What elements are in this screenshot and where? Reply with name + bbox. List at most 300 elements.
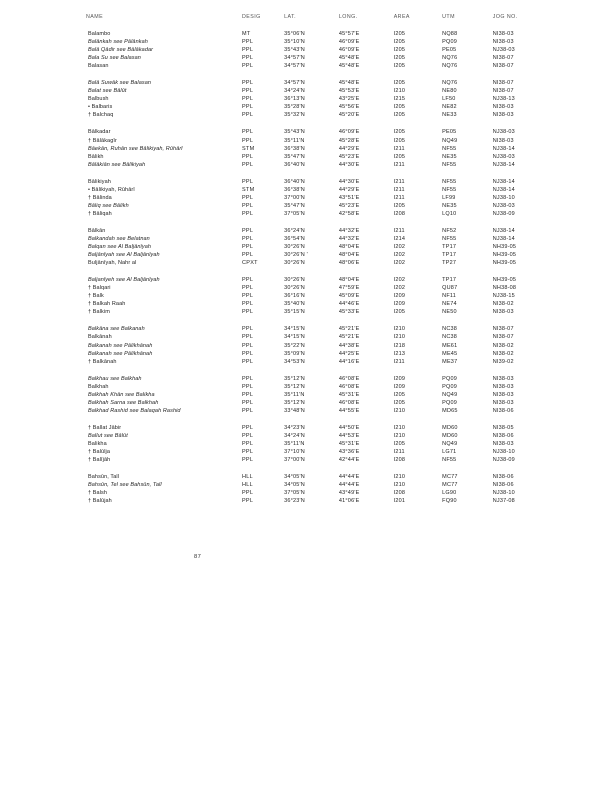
cell-long: 43°51'E bbox=[338, 194, 360, 201]
table-row bbox=[86, 284, 556, 292]
table-row bbox=[86, 54, 556, 62]
cell-area: I210 bbox=[393, 334, 406, 341]
cell-utm: TP17 bbox=[442, 252, 457, 259]
cell-name: † Balchaq bbox=[88, 112, 114, 119]
cell-name: • Bālikiyah, Rūhārī bbox=[88, 186, 135, 193]
table-row bbox=[86, 153, 556, 161]
row-spacer bbox=[86, 464, 556, 473]
table-row bbox=[86, 95, 556, 103]
cell-jog: NI38-07 bbox=[492, 80, 514, 87]
table-row bbox=[86, 342, 556, 350]
column-header-jog: JOG NO. bbox=[492, 14, 518, 20]
cell-area: I211 bbox=[393, 449, 405, 456]
cell-long: 45°53'E bbox=[338, 88, 360, 95]
cell-desig: PPL bbox=[241, 55, 254, 62]
cell-jog: NI38-03 bbox=[492, 399, 514, 406]
cell-name: Balā Suwāk see Balasan bbox=[88, 80, 152, 87]
cell-utm: ME61 bbox=[442, 342, 458, 349]
cell-lat: 35°43'N bbox=[284, 129, 305, 136]
table-row bbox=[86, 399, 556, 407]
cell-utm: NC38 bbox=[442, 326, 458, 333]
cell-jog: NI38-03 bbox=[492, 39, 514, 46]
cell-name: Bālikh bbox=[88, 153, 104, 160]
cell-long: 48°04'E bbox=[338, 244, 360, 251]
cell-area: I201 bbox=[393, 498, 406, 505]
cell-desig: PPL bbox=[241, 490, 254, 497]
cell-name: † Bāliqah bbox=[88, 210, 112, 217]
table-row bbox=[86, 178, 556, 186]
cell-desig: PPL bbox=[241, 210, 254, 217]
cell-name: † Balsh bbox=[88, 490, 108, 497]
cell-lat: 37°00'N bbox=[284, 457, 305, 464]
cell-jog: NH39-05 bbox=[492, 244, 517, 251]
cell-desig: PPL bbox=[241, 244, 254, 251]
cell-jog: NI38-06 bbox=[492, 482, 514, 489]
cell-lat: 33°48'N bbox=[284, 407, 305, 414]
cell-area: I205 bbox=[393, 153, 406, 160]
cell-lat: 35°32'N bbox=[284, 112, 305, 119]
cell-lat: 37°00'N bbox=[284, 194, 305, 201]
cell-lat: 36°16'N bbox=[284, 293, 305, 300]
cell-name: Balānkah see Pālānkah bbox=[88, 39, 148, 46]
cell-jog: NJ38-14 bbox=[492, 235, 515, 242]
cell-utm: NF55 bbox=[442, 145, 457, 152]
table-row bbox=[86, 497, 556, 505]
cell-long: 44°46'E bbox=[338, 301, 360, 308]
cell-desig: PPL bbox=[241, 227, 254, 234]
cell-desig: PPL bbox=[241, 202, 254, 209]
cell-long: 44°30'E bbox=[338, 161, 360, 168]
table-row bbox=[86, 111, 556, 119]
cell-jog: NJ38-14 bbox=[492, 227, 515, 234]
cell-jog: NJ38-09 bbox=[492, 210, 515, 217]
cell-utm: PQ09 bbox=[442, 375, 458, 382]
table-row bbox=[86, 276, 556, 284]
cell-name: Bālikiyah bbox=[88, 178, 111, 185]
cell-jog: NI38-07 bbox=[492, 63, 514, 70]
cell-utm: PQ09 bbox=[442, 39, 458, 46]
cell-utm: NC38 bbox=[442, 334, 458, 341]
cell-utm: MC77 bbox=[442, 474, 458, 481]
cell-area: I205 bbox=[393, 104, 406, 111]
cell-long: 44°44'E bbox=[338, 482, 360, 489]
row-spacer-cell bbox=[86, 218, 556, 227]
cell-name: † Balījāh bbox=[88, 457, 111, 464]
cell-area: I205 bbox=[393, 129, 406, 136]
cell-name: Balat see Bālūt bbox=[88, 88, 127, 95]
cell-jog: NJ38-10 bbox=[492, 449, 515, 456]
table-row bbox=[86, 325, 556, 333]
cell-desig: PPL bbox=[241, 449, 254, 456]
cell-name: Balikha bbox=[88, 440, 107, 447]
cell-jog: NI38-07 bbox=[492, 88, 514, 95]
cell-utm: TP17 bbox=[442, 244, 457, 251]
column-header-name: NAME bbox=[86, 14, 104, 20]
row-spacer bbox=[86, 218, 556, 227]
cell-lat: 36°40'N bbox=[284, 178, 305, 185]
cell-lat: 34°57'N bbox=[284, 80, 305, 87]
cell-area: I211 bbox=[393, 161, 405, 168]
cell-jog: NI38-02 bbox=[492, 350, 514, 357]
cell-jog: NJ38-15 bbox=[492, 293, 515, 300]
cell-long: 46°09'E bbox=[338, 47, 360, 54]
cell-jog: NJ38-13 bbox=[492, 96, 515, 103]
cell-desig: PPL bbox=[241, 391, 254, 398]
cell-jog: NI39-02 bbox=[492, 358, 514, 365]
cell-area: I205 bbox=[393, 309, 406, 316]
table-row bbox=[86, 161, 556, 169]
cell-desig: PPL bbox=[241, 358, 254, 365]
table-row bbox=[86, 424, 556, 432]
cell-jog: NH39-05 bbox=[492, 277, 517, 284]
cell-long: 43°49'E bbox=[338, 490, 360, 497]
cell-long: 44°55'E bbox=[338, 407, 360, 414]
cell-jog: NI38-06 bbox=[492, 474, 514, 481]
cell-utm: MD65 bbox=[442, 407, 458, 414]
cell-jog: NI38-03 bbox=[492, 375, 514, 382]
table-row bbox=[86, 227, 556, 235]
cell-area: I208 bbox=[393, 457, 406, 464]
table-row bbox=[86, 243, 556, 251]
table-row bbox=[86, 432, 556, 440]
cell-name: Balkhad Rashid see Balaqah Rashid bbox=[88, 407, 181, 414]
cell-long: 45°21'E bbox=[338, 334, 360, 341]
table-row bbox=[86, 235, 556, 243]
table-body bbox=[86, 30, 556, 505]
cell-desig: PPL bbox=[241, 383, 254, 390]
cell-utm: PQ09 bbox=[442, 383, 458, 390]
table-row bbox=[86, 383, 556, 391]
cell-utm: NE33 bbox=[442, 112, 457, 119]
cell-desig: PPL bbox=[241, 161, 254, 168]
cell-lat: 36°24'N bbox=[284, 227, 305, 234]
cell-lat: 36°40'N bbox=[284, 161, 305, 168]
cell-desig: PPL bbox=[241, 252, 254, 259]
column-header-long: LONG. bbox=[338, 14, 358, 20]
row-spacer bbox=[86, 119, 556, 128]
cell-desig: PPL bbox=[241, 498, 254, 505]
cell-utm: MD60 bbox=[442, 432, 458, 439]
cell-lat: 35°11'N bbox=[284, 391, 305, 398]
cell-lat: 35°06'N bbox=[284, 31, 305, 37]
cell-desig: PPL bbox=[241, 432, 254, 439]
table-row bbox=[86, 103, 556, 111]
row-spacer bbox=[86, 169, 556, 178]
table-row bbox=[86, 210, 556, 218]
cell-lat: 35°11'N bbox=[284, 137, 305, 144]
table-row bbox=[86, 473, 556, 481]
cell-jog: NJ38-10 bbox=[492, 490, 515, 497]
table-row bbox=[86, 251, 556, 259]
cell-desig: PPL bbox=[241, 96, 254, 103]
cell-area: I211 bbox=[393, 194, 405, 201]
cell-utm: TP27 bbox=[442, 260, 457, 267]
cell-utm: QU87 bbox=[442, 285, 458, 292]
cell-jog: NI38-07 bbox=[492, 334, 514, 341]
cell-desig: MT bbox=[241, 31, 251, 37]
row-spacer-cell bbox=[86, 464, 556, 473]
cell-desig: PPL bbox=[241, 39, 254, 46]
cell-desig: PPL bbox=[241, 112, 254, 119]
cell-area: I211 bbox=[393, 358, 405, 365]
column-header-desig: DESIG bbox=[241, 14, 261, 20]
cell-lat: 37°10'N bbox=[284, 449, 305, 456]
cell-utm: NE80 bbox=[442, 88, 457, 95]
cell-lat: 36°23'N bbox=[284, 498, 305, 505]
cell-area: I205 bbox=[393, 440, 406, 447]
cell-long: 44°29'E bbox=[338, 145, 360, 152]
header-row bbox=[86, 14, 556, 30]
cell-utm: ME45 bbox=[442, 350, 458, 357]
cell-utm: TP17 bbox=[442, 277, 457, 284]
cell-name: Balambo bbox=[88, 31, 111, 37]
table-row bbox=[86, 481, 556, 489]
cell-name: Balkhah bbox=[88, 383, 109, 390]
cell-lat: 35°43'N bbox=[284, 47, 305, 54]
gazetteer-table-container bbox=[86, 14, 556, 505]
row-spacer-cell bbox=[86, 119, 556, 128]
cell-area: I202 bbox=[393, 285, 406, 292]
cell-jog: NJ38-09 bbox=[492, 457, 515, 464]
cell-utm: LF99 bbox=[442, 194, 456, 201]
cell-lat: 34°57'N bbox=[284, 55, 305, 62]
cell-area: I205 bbox=[393, 391, 406, 398]
cell-utm: NE35 bbox=[442, 153, 457, 160]
cell-jog: NJ38-03 bbox=[492, 47, 515, 54]
cell-lat: 34°05'N bbox=[284, 474, 305, 481]
cell-name: Balkhah Sarna see Balkhah bbox=[88, 399, 159, 406]
cell-area: I210 bbox=[393, 474, 406, 481]
cell-jog: NI38-05 bbox=[492, 424, 514, 431]
cell-lat: 34°24'N bbox=[284, 432, 305, 439]
cell-name: Balkānah bbox=[88, 334, 112, 341]
cell-desig: PPL bbox=[241, 407, 254, 414]
table-row bbox=[86, 333, 556, 341]
cell-area: I209 bbox=[393, 375, 406, 382]
cell-long: 46°08'E bbox=[338, 383, 360, 390]
cell-name: † Balkah Raah bbox=[88, 301, 126, 308]
cell-desig: PPL bbox=[241, 293, 254, 300]
table-row bbox=[86, 30, 556, 38]
table-row bbox=[86, 308, 556, 316]
cell-long: 41°06'E bbox=[338, 498, 360, 505]
cell-lat: 35°15'N bbox=[284, 309, 305, 316]
cell-jog: NI38-02 bbox=[492, 342, 514, 349]
cell-utm: NQ49 bbox=[442, 391, 458, 398]
cell-area: I211 bbox=[393, 227, 405, 234]
cell-lat: 30°26'N ' bbox=[284, 252, 308, 259]
cell-lat: 36°38'N bbox=[284, 186, 305, 193]
cell-jog: NJ37-08 bbox=[492, 498, 515, 505]
cell-desig: PPL bbox=[241, 194, 254, 201]
table-header bbox=[86, 14, 556, 30]
cell-long: 44°50'E bbox=[338, 424, 360, 431]
cell-utm: PE05 bbox=[442, 47, 457, 54]
cell-utm: NF55 bbox=[442, 235, 457, 242]
table-row bbox=[86, 186, 556, 194]
cell-jog: NI38-03 bbox=[492, 104, 514, 111]
cell-lat: 35°47'N bbox=[284, 153, 305, 160]
cell-area: I209 bbox=[393, 301, 406, 308]
row-spacer bbox=[86, 316, 556, 325]
cell-long: 45°21'E bbox=[338, 326, 360, 333]
cell-lat: 35°12'N bbox=[284, 399, 305, 406]
cell-long: 46°09'E bbox=[338, 39, 360, 46]
cell-utm: LF50 bbox=[442, 96, 456, 103]
cell-name: Balkanah see Pālikhānah bbox=[88, 350, 153, 357]
cell-lat: 30°26'N bbox=[284, 285, 305, 292]
cell-desig: PPL bbox=[241, 342, 254, 349]
cell-desig: STM bbox=[241, 145, 255, 152]
cell-desig: PPL bbox=[241, 88, 254, 95]
cell-desig: PPL bbox=[241, 137, 254, 144]
cell-area: I202 bbox=[393, 244, 406, 251]
cell-name: † Bālinda bbox=[88, 194, 112, 201]
cell-jog: NH39-05 bbox=[492, 260, 517, 267]
column-header-utm: UTM bbox=[442, 14, 455, 20]
cell-lat: 34°15'N bbox=[284, 334, 305, 341]
cell-lat: 34°15'N bbox=[284, 326, 305, 333]
cell-utm: LG71 bbox=[442, 449, 457, 456]
cell-jog: NJ38-14 bbox=[492, 145, 515, 152]
cell-jog: NI38-03 bbox=[492, 391, 514, 398]
cell-name: † Balkānah bbox=[88, 358, 117, 365]
cell-name: Bālākiān see Bālikiyah bbox=[88, 161, 146, 168]
cell-long: 46°08'E bbox=[338, 399, 360, 406]
cell-desig: PPL bbox=[241, 129, 254, 136]
cell-desig: PPL bbox=[241, 440, 254, 447]
cell-jog: NJ38-03 bbox=[492, 202, 515, 209]
cell-long: 44°25'E bbox=[338, 350, 360, 357]
cell-desig: PPL bbox=[241, 309, 254, 316]
cell-lat: 30°26'N bbox=[284, 277, 305, 284]
cell-long: 45°57'E bbox=[338, 31, 360, 37]
cell-long: 45°28'E bbox=[338, 137, 360, 144]
gazetteer-table bbox=[86, 14, 556, 505]
cell-area: I218 bbox=[393, 342, 406, 349]
cell-desig: CPXT bbox=[241, 260, 258, 267]
cell-jog: NI38-03 bbox=[492, 112, 514, 119]
cell-lat: 34°23'N bbox=[284, 424, 305, 431]
cell-name: Balkāna see Balkanah bbox=[88, 326, 145, 333]
cell-lat: 36°38'N bbox=[284, 145, 305, 152]
table-row bbox=[86, 448, 556, 456]
cell-name: Baljanīyeh see Al Baljānīyah bbox=[88, 277, 160, 284]
cell-area: I211 bbox=[393, 178, 405, 185]
cell-name: Balkandah see Belatnan bbox=[88, 235, 150, 242]
cell-desig: PPL bbox=[241, 178, 254, 185]
column-header-lat: LAT. bbox=[284, 14, 297, 20]
cell-lat: 36°54'N bbox=[284, 235, 305, 242]
cell-utm: MC77 bbox=[442, 482, 458, 489]
cell-name: Buljānīyah, Nahr al bbox=[88, 260, 137, 267]
cell-desig: PPL bbox=[241, 301, 254, 308]
row-spacer-cell bbox=[86, 415, 556, 424]
cell-desig: PPL bbox=[241, 424, 254, 431]
table-row bbox=[86, 358, 556, 366]
cell-long: 45°48'E bbox=[338, 80, 360, 87]
cell-long: 44°32'E bbox=[338, 235, 360, 242]
row-spacer-cell bbox=[86, 366, 556, 375]
table-row bbox=[86, 194, 556, 202]
cell-desig: HLL bbox=[241, 474, 253, 481]
cell-long: 42°58'E bbox=[338, 210, 360, 217]
cell-lat: 35°11'N bbox=[284, 440, 305, 447]
cell-lat: 30°26'N bbox=[284, 244, 305, 251]
row-spacer-cell bbox=[86, 316, 556, 325]
cell-area: I210 bbox=[393, 407, 406, 414]
cell-area: I209 bbox=[393, 383, 406, 390]
cell-long: 46°08'E bbox=[338, 375, 360, 382]
cell-jog: NJ38-14 bbox=[492, 186, 515, 193]
cell-desig: PPL bbox=[241, 326, 254, 333]
cell-name: Balkanah see Pālikhānah bbox=[88, 342, 153, 349]
table-row bbox=[86, 259, 556, 267]
row-spacer bbox=[86, 415, 556, 424]
cell-name: † Ballat Jābir bbox=[88, 424, 122, 431]
cell-area: I214 bbox=[393, 235, 406, 242]
cell-area: I205 bbox=[393, 55, 406, 62]
cell-utm: NE82 bbox=[442, 104, 457, 111]
cell-desig: PPL bbox=[241, 63, 254, 70]
cell-long: 45°23'E bbox=[338, 202, 360, 209]
cell-lat: 35°10'N bbox=[284, 39, 305, 46]
cell-utm: MD60 bbox=[442, 424, 458, 431]
cell-long: 47°59'E bbox=[338, 285, 360, 292]
page-number: 87 bbox=[194, 554, 202, 560]
cell-name: Baljānīyah see Al Baljānīyah bbox=[88, 252, 160, 259]
cell-lat: 34°24'N bbox=[284, 88, 305, 95]
cell-utm: NQ76 bbox=[442, 80, 458, 87]
cell-lat: 35°28'N bbox=[284, 104, 305, 111]
cell-area: I205 bbox=[393, 31, 406, 37]
cell-utm: NF55 bbox=[442, 178, 457, 185]
cell-long: 45°48'E bbox=[338, 55, 360, 62]
cell-utm: PE05 bbox=[442, 129, 457, 136]
cell-jog: NJ38-14 bbox=[492, 178, 515, 185]
cell-jog: NI38-06 bbox=[492, 407, 514, 414]
cell-area: I208 bbox=[393, 210, 406, 217]
cell-name: † Balūjah bbox=[88, 498, 112, 505]
cell-long: 45°31'E bbox=[338, 440, 360, 447]
cell-name: † Balkim bbox=[88, 309, 110, 316]
cell-lat: 35°47'N bbox=[284, 202, 305, 209]
cell-jog: NJ38-10 bbox=[492, 194, 515, 201]
table-row bbox=[86, 292, 556, 300]
cell-name: Bahsūn, Tall bbox=[88, 474, 120, 481]
cell-area: I210 bbox=[393, 88, 406, 95]
cell-lat: 37°05'N bbox=[284, 210, 305, 217]
row-spacer bbox=[86, 267, 556, 276]
table-row bbox=[86, 440, 556, 448]
cell-jog: NI38-03 bbox=[492, 137, 514, 144]
cell-area: I210 bbox=[393, 424, 406, 431]
cell-name: † Bālākagīr bbox=[88, 137, 117, 144]
cell-utm: NF55 bbox=[442, 186, 457, 193]
cell-desig: PPL bbox=[241, 285, 254, 292]
cell-lat: 35°12'N bbox=[284, 383, 305, 390]
cell-long: 44°44'E bbox=[338, 474, 360, 481]
cell-utm: LG90 bbox=[442, 490, 457, 497]
table-row bbox=[86, 407, 556, 415]
cell-lat: 34°05'N bbox=[284, 482, 305, 489]
table-row bbox=[86, 87, 556, 95]
cell-area: I210 bbox=[393, 482, 406, 489]
table-row bbox=[86, 375, 556, 383]
cell-area: I205 bbox=[393, 112, 406, 119]
cell-area: I210 bbox=[393, 326, 406, 333]
cell-desig: PPL bbox=[241, 235, 254, 242]
